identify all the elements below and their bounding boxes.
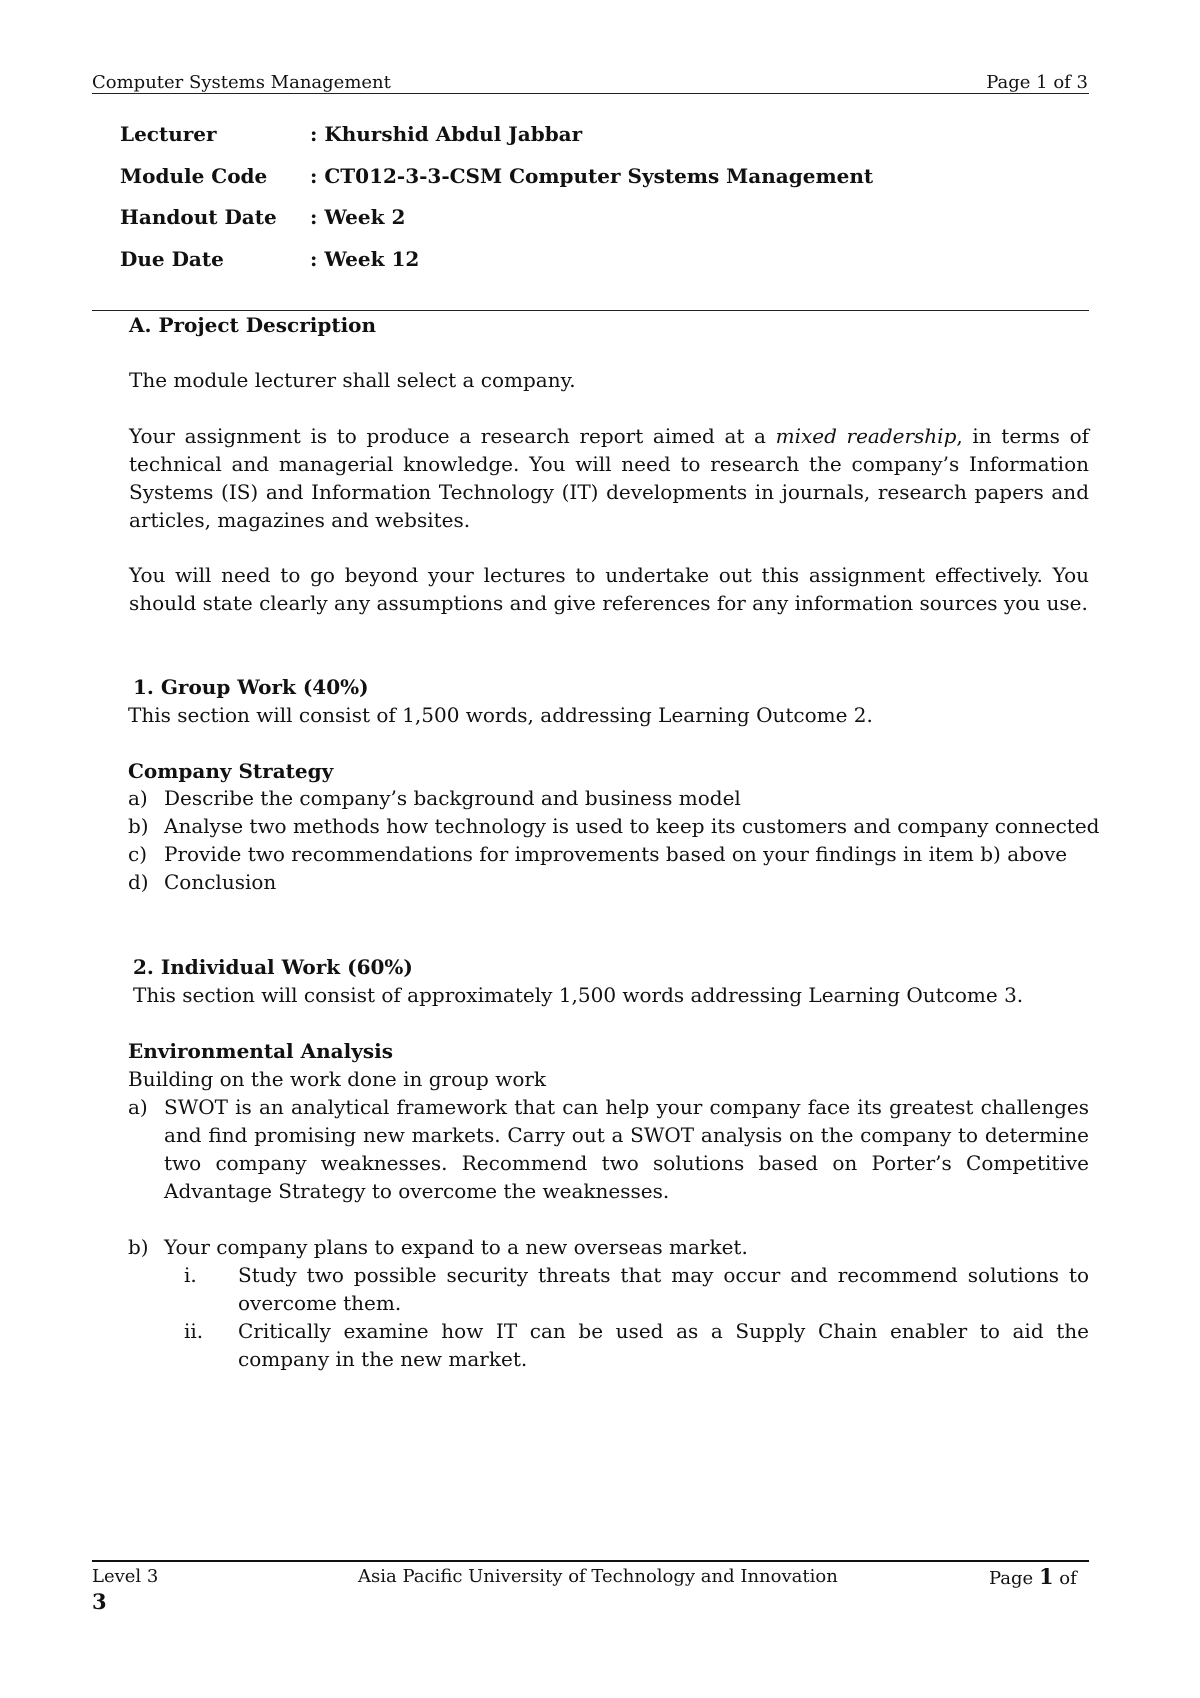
list-marker: b) [128,1235,149,1259]
meta-label: Due Date [120,247,224,271]
meta-label: Handout Date [120,205,277,229]
footer-rule [92,1560,1089,1562]
sub-list-item [184,1317,1089,1373]
list-marker: a) [128,786,148,810]
meta-value: : Khurshid Abdul Jabbar [310,122,583,146]
meta-value: : CT012-3-3-CSM Computer Systems Management [310,164,874,188]
section-a-paragraph-2 [129,422,1089,534]
group-work-title: 1. Group Work (40%) [133,675,369,699]
list-text: Conclusion [164,870,277,894]
group-work-intro: This section will consist of 1,500 words, addressing Learning Outcome 2. [128,703,873,727]
header-rule [92,93,1089,94]
individual-work-title: 2. Individual Work (60%) [133,955,413,979]
meta-value: : Week 12 [310,247,420,271]
list-marker: a) [128,1095,148,1119]
list-text: SWOT is an analytical framework that can help your company face its greatest challenges and find promising new markets. Carry out a SWOT analysis on the company to determine two company weaknesses. Recommend two solutions based on Porter’s Competitive Advantage Strategy to overcome the weaknesses. [164,1095,1089,1203]
company-strategy-heading: Company Strategy [128,759,334,783]
list-text: Describe the company’s background and business model [164,786,741,810]
sub-list-marker: ii. [184,1319,204,1343]
p2-text-end: , in terms of technical and managerial knowledge. You will need to research the company’s Information Systems (IS) and Information Technology (IT) developments in journals, research papers and articles, magazines and websites. [129,424,1090,532]
footer-page-current: 1 [1038,1564,1054,1589]
environmental-analysis-lead: Building on the work done in group work [128,1067,547,1091]
list-text: Analyse two methods how technology is used to keep its customers and company connected [164,814,1100,838]
list-item [128,840,1088,868]
header-module-title: Computer Systems Management [92,72,391,93]
meta-value: : Week 2 [310,205,406,229]
list-marker: b) [128,814,149,838]
p2-emphasis: mixed readership [775,424,957,448]
list-item-overseas [128,1233,1089,1261]
list-marker: d) [128,870,149,894]
p2-text-start: Your assignment is to produce a research report aimed at a [129,424,776,448]
sub-list-text: Study two possible security threats that may occur and recommend solutions to overcome them. [238,1263,1089,1315]
footer-page-total: 3 [92,1589,107,1614]
footer-institution: Asia Pacific University of Technology and Innovation [358,1566,838,1587]
header-page-number: Page 1 of 3 [986,72,1088,93]
sub-list-text: Critically examine how IT can be used as a Supply Chain enabler to aid the company in the new market. [238,1319,1089,1371]
section-a-paragraph-1: The module lecturer shall select a company. [129,368,576,392]
list-text: Provide two recommendations for improvements based on your findings in item b) above [164,842,1068,866]
sub-list-marker: i. [184,1263,197,1287]
section-a-paragraph-3: You will need to go beyond your lectures to undertake out this assignment effectively. You should state clearly any assumptions and give references for any information sources you use. [129,563,1089,615]
list-item [128,812,1100,840]
list-item [128,868,1088,896]
environmental-analysis-heading: Environmental Analysis [128,1039,393,1063]
list-item [128,784,1088,812]
footer-page-suffix: of [1053,1568,1077,1589]
individual-work-intro: This section will consist of approximately 1,500 words addressing Learning Outcome 3. [133,983,1024,1007]
footer-page-prefix: Page [989,1568,1039,1589]
sub-list-item [184,1261,1089,1317]
list-text: Your company plans to expand to a new overseas market. [164,1235,748,1259]
footer-level: Level 3 [92,1566,159,1587]
footer-page-number [989,1566,1077,1590]
section-a-title: A. Project Description [129,313,377,337]
meta-label: Module Code [120,164,268,188]
list-item-swot [128,1093,1089,1205]
list-marker: c) [128,842,148,866]
meta-label: Lecturer [120,122,217,146]
